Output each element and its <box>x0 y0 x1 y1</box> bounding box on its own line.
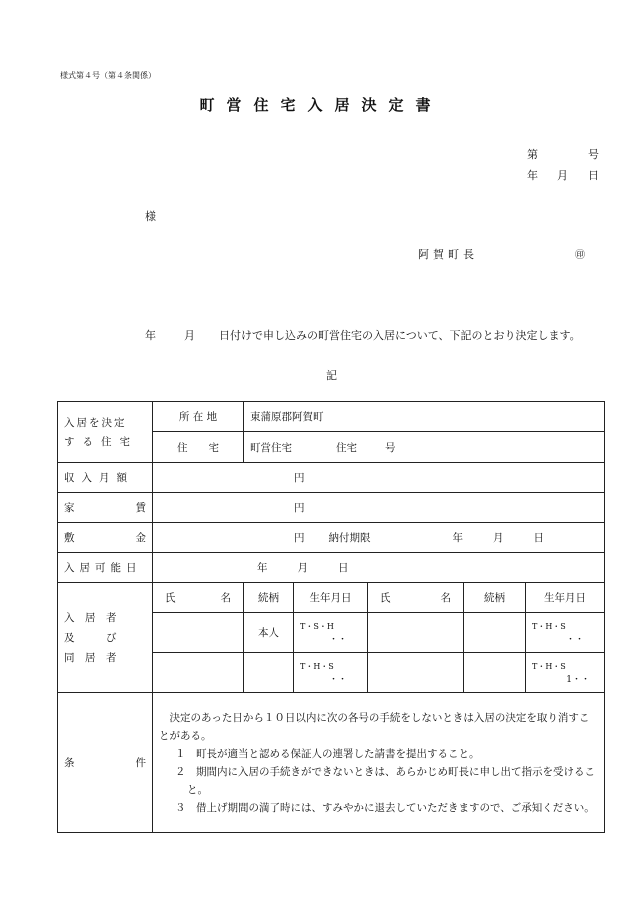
number-go: 号 <box>588 148 599 161</box>
col-name-header: 氏 名 <box>153 583 244 613</box>
col-birth-header: 生年月日 <box>294 583 368 613</box>
deposit-deadline: 納付期限 <box>328 532 371 544</box>
table-row <box>58 463 605 493</box>
decision-table <box>57 401 605 833</box>
house-value: 町営住宅 住宅 号 <box>244 432 605 463</box>
decision-text: 日付けで申し込みの町営住宅の入居について、下記のとおり決定します。 <box>219 329 581 342</box>
col-relation-header: 続柄 <box>464 583 526 613</box>
number-dai: 第 <box>527 148 538 161</box>
date-nen: 年 <box>527 169 538 182</box>
income-label: 収入月額 <box>58 463 153 493</box>
resident-relation-cell: 本人 <box>244 613 294 653</box>
col-birth-header: 生年月日 <box>526 583 605 613</box>
resident-birth-cell: T・H・S ・・ <box>294 653 368 693</box>
col-relation-header: 続柄 <box>244 583 294 613</box>
date-hi: 日 <box>588 169 599 182</box>
table-row <box>58 583 605 613</box>
table-row <box>58 402 605 432</box>
location-value: 東蒲原郡阿賀町 <box>244 402 605 432</box>
movein-label: 入居可能日 <box>58 553 153 583</box>
ki-heading: 記 <box>326 369 337 382</box>
issuer-mayor: 阿賀町長 <box>418 248 478 261</box>
date-tsuki: 月 <box>557 169 568 182</box>
table-row <box>58 523 605 553</box>
deposit-label: 敷 金 <box>58 523 153 553</box>
resident-birth-cell: T・S・H ・・ <box>294 613 368 653</box>
resident-relation-cell <box>244 653 294 693</box>
income-value: 円 <box>153 463 605 493</box>
rent-label: 家 賃 <box>58 493 153 523</box>
deposit-value: 円 納付期限 年 月 日 <box>153 523 605 553</box>
decision-nen: 年 <box>145 329 156 342</box>
seal-mark: ㊞ <box>575 250 585 261</box>
residents-label: 入 居 者 及 び 同 居 者 <box>58 583 153 693</box>
resident-name-cell <box>153 613 244 653</box>
resident-birth-cell: T・H・S ・・ <box>526 613 605 653</box>
form-number: 様式第４号（第４条関係） <box>60 71 156 80</box>
movein-value: 年 月 日 <box>153 553 605 583</box>
conditions-text: 決定のあった日から１０日以内に次の各号の手続をしないときは入居の決定を取り消すことがある。 １ 町長が適当と認める保証人の連署した請書を提出すること。 ２ 期間内に入居の手続きができないときは、あらかじめ町長に申し出て指示を受けること。 ３ 借上げ期間の満了時には、すみやかに退去していただきますので、ご承知ください。 <box>153 693 605 833</box>
resident-relation-cell <box>464 653 526 693</box>
decision-tsuki: 月 <box>184 329 195 342</box>
document-title: 町営住宅入居決定書 <box>199 96 443 114</box>
decision-sentence <box>145 327 581 343</box>
house-label: 住 宅 <box>153 432 244 463</box>
col-name-header: 氏 名 <box>368 583 464 613</box>
table-row <box>58 553 605 583</box>
table-row <box>58 493 605 523</box>
table-row <box>58 693 605 833</box>
resident-birth-cell: T・H・S 1・・ <box>526 653 605 693</box>
rent-value: 円 <box>153 493 605 523</box>
resident-name-cell <box>153 653 244 693</box>
location-label: 所 在 地 <box>153 402 244 432</box>
housing-label: 入居を決定 する住宅 <box>58 402 153 463</box>
resident-name-cell <box>368 653 464 693</box>
addressee-sama: 様 <box>145 210 156 223</box>
resident-relation-cell <box>464 613 526 653</box>
conditions-label: 条 件 <box>58 693 153 833</box>
resident-name-cell <box>368 613 464 653</box>
